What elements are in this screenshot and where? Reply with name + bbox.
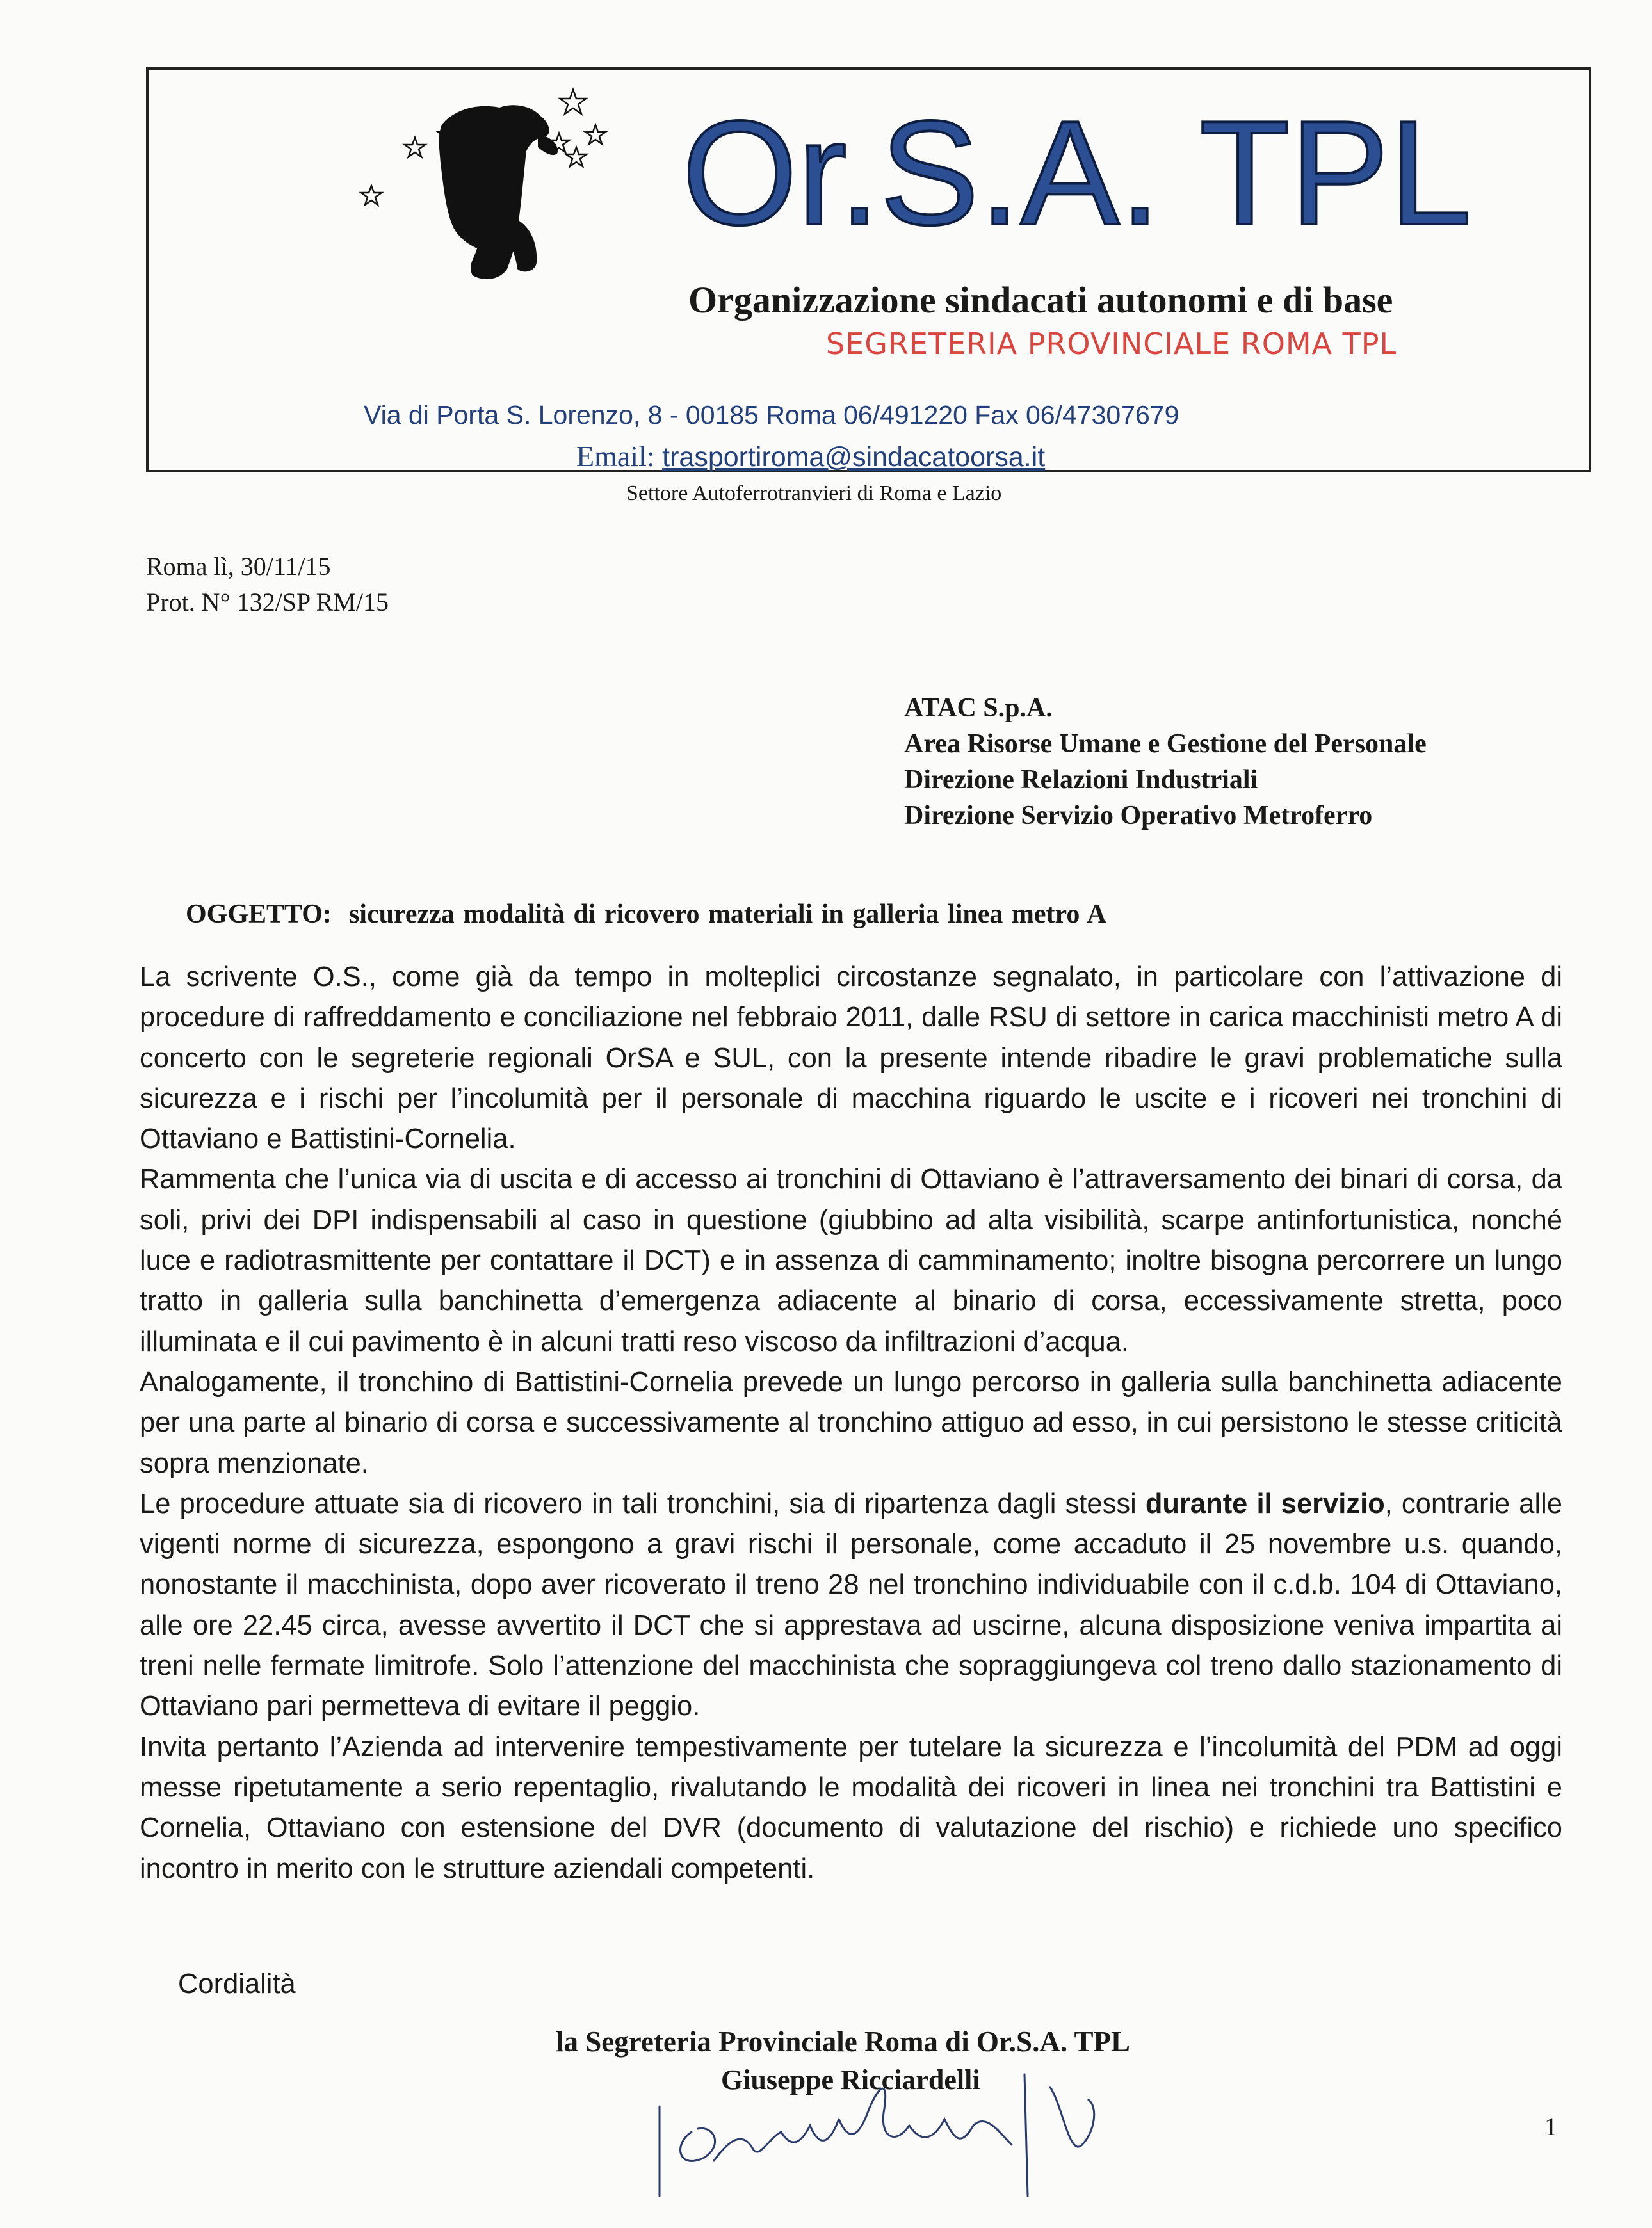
- protocol-number: Prot. N° 132/SP RM/15: [146, 588, 389, 617]
- address-line: Via di Porta S. Lorenzo, 8 - 00185 Roma 06/491220 Fax 06/47307679: [364, 400, 1179, 430]
- body-paragraph: Rammenta che l’unica via di uscita e di accesso ai tronchini di Ottaviano è l’attraversamento dei binari di corsa, da soli, privi dei DPI indispensabili al caso in questione (giubbino ad alta visibilità, scarpe antinfortunistica, nonché luce e radiotrasmittente per contattare il DCT) e in assenza di camminamento; inoltre bisogna percorrere un lungo tratto in galleria sulla banchinetta d’emergenza adiacente al binario di corsa, eccessivamente stretta, poco illuminata e il cui pavimento è in alcuni tratti reso viscoso da infiltrazioni d’acqua.: [140, 1164, 1562, 1357]
- body-paragraph: Analogamente, il tronchino di Battistini-Cornelia prevede un lungo percorso in galleria sulla banchinetta adiacente per una parte al binario di corsa e successivamente al tronchino attiguo ad esso, in cui persistono le stesse criticità sopra menzionate.: [140, 1366, 1562, 1479]
- email-link[interactable]: trasportiroma@sindacatoorsa.it: [662, 442, 1046, 472]
- sector-line: Settore Autoferrotranvieri di Roma e Lazio: [626, 481, 1002, 505]
- handwritten-signature: [576, 2036, 1185, 2202]
- page-number: 1: [1544, 2112, 1557, 2141]
- subject-line: [186, 899, 1106, 930]
- email-line: [576, 439, 1045, 473]
- letter-body: [140, 957, 1562, 1889]
- body-paragraph: La scrivente O.S., come già da tempo in molteplici circostanze segnalato, in particolare con l’attivazione di procedure di raffreddamento e conciliazione nel febbraio 2011, dalle RSU di settore in carica macchinisti metro A di concerto con le segreterie regionali OrSA e SUL, con la presente intende ribadire le gravi problematiche sulla sicurezza e i rischi per l’incolumità per il personale di macchina riguardo le uscite e i ricoveri nei tronchini di Ottaviano e Battistini-Cornelia.: [140, 962, 1562, 1155]
- signature-name: Giuseppe Ricciardelli: [721, 2064, 980, 2095]
- recipient-line: ATAC S.p.A.: [904, 693, 1053, 723]
- subject-text: sicurezza modalità di ricovero materiali in galleria linea metro A: [348, 900, 1106, 929]
- org-logo-text: [682, 93, 1591, 246]
- body-paragraph: [140, 1484, 1562, 1727]
- secretariat-title: SEGRETERIA PROVINCIALE ROMA TPL: [826, 327, 1397, 361]
- signature-organization: la Segreteria Provinciale Roma di Or.S.A. TPL: [556, 2026, 1131, 2058]
- paragraph-bold-text: durante il servizio: [1145, 1488, 1385, 1519]
- body-paragraph: Invita pertanto l’Azienda ad intervenire tempestivamente per tutelare la sicurezza e l’incolumità del PDM ad oggi messe ripetutamente a serio repentaglio, rivalutando le modalità dei ricoveri in linea nei tronchini tra Battistini e Cornelia, Ottaviano con estensione del DVR (documento di valutazione del rischio) e richiede uno specifico incontro in merito con le strutture aziendali competenti.: [140, 1731, 1562, 1884]
- recipient-line: Direzione Relazioni Industriali: [904, 765, 1258, 795]
- recipient-line: Area Risorse Umane e Gestione del Personale: [904, 729, 1427, 759]
- paragraph-text: , contrarie alle vigenti norme di sicurezza, espongono a gravi rischi il personale, come accaduto il 25 novembre u.s. quando, nonostante il macchinista, dopo aver ricoverato il treno 28 nel tronchino individuabile con il c.d.b. 104 di Ottaviano, alle ore 22.45 circa, avesse avvertito il DCT che si apprestava ad uscirne, alcuna disposizione veniva impartita ai treni nelle fermate limitrofe. Solo l’attenzione del macchinista che sopraggiungeva col treno dallo stazionamento di Ottaviano pari permetteva di evitare il peggio.: [140, 1488, 1562, 1722]
- organization-name: Organizzazione sindacati autonomi e di base: [688, 279, 1393, 321]
- email-label: Email:: [576, 440, 655, 472]
- svg-text:Or.S.A. TPL: Or.S.A. TPL: [682, 93, 1472, 246]
- bear-logo-icon: [346, 77, 640, 288]
- recipient-line: Direzione Servizio Operativo Metroferro: [904, 801, 1373, 830]
- closing-salutation: Cordialità: [178, 1969, 296, 1999]
- letter-date: Roma lì, 30/11/15: [146, 552, 331, 581]
- date-protocol-block: [146, 549, 389, 620]
- recipients-block: [904, 690, 1427, 834]
- subject-label: OGGETTO:: [186, 900, 332, 929]
- paragraph-text: Le procedure attuate sia di ricovero in tali tronchini, sia di ripartenza dagli stessi: [140, 1488, 1146, 1519]
